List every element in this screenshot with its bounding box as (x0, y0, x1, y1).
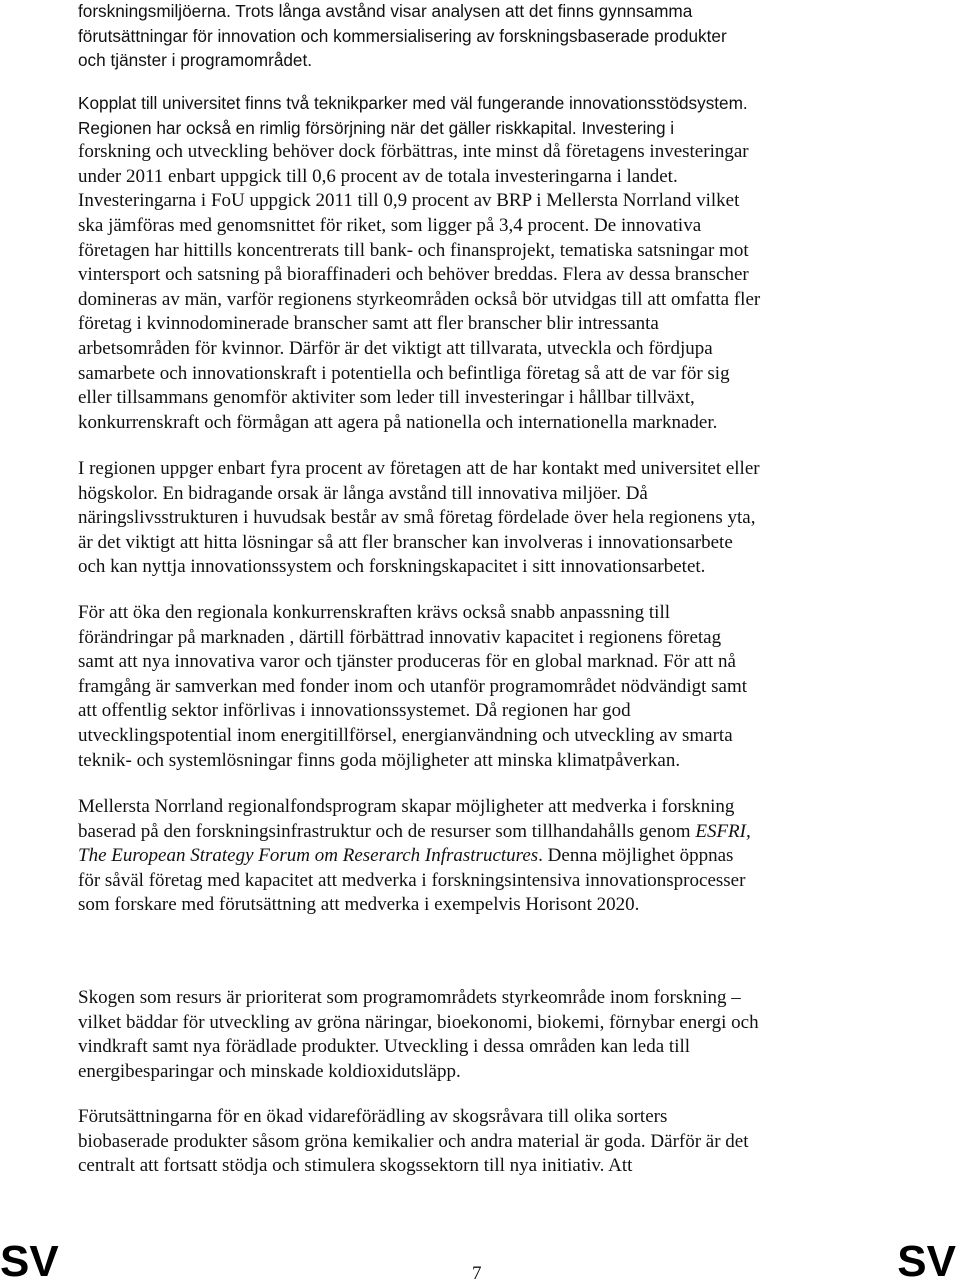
paragraph-7-line: biobaserade produkter såsom gröna kemikalier och andra material är goda. Därför är det (78, 1130, 749, 1152)
page-number: 7 (472, 1263, 482, 1284)
paragraph-4 (78, 601, 878, 773)
paragraph-7 (78, 1105, 878, 1179)
language-mark-right: SV (897, 1237, 956, 1286)
paragraph-3-line: näringslivsstrukturen i huvudsak består av små företag fördelade över hela regionens yta, (78, 507, 756, 529)
paragraph-5-italic-text: The European Strategy Forum om Reserarch Infrastructures (78, 845, 539, 867)
paragraph-1-line: forskningsmiljöerna. Trots långa avstånd visar analysen att det finns gynnsamma (78, 1, 693, 21)
language-mark-left: SV (0, 1237, 59, 1286)
paragraph-2-line: Regionen har också en rimlig försörjning när det gäller riskkapital. Investering i (78, 117, 675, 138)
paragraph-5-italic-text: ESFRI, (695, 820, 751, 842)
paragraph-2-line: under 2011 enbart uppgick till 0,6 procent av de totala investeringarna i landet. (78, 165, 678, 187)
paragraph-4-line: teknik- och systemlösningar finns goda möjligheter att minska klimatpåverkan. (78, 749, 681, 771)
paragraph-3-line: är det viktigt att hitta lösningar så att fler branscher kan involveras i innovationsarbete (78, 531, 733, 553)
paragraph-5 (78, 795, 878, 918)
paragraph-5-line: Mellersta Norrland regionalfondsprogram skapar möjligheter att medverka i forskning (78, 796, 735, 817)
paragraph-1 (78, 0, 878, 73)
paragraph-6-line: vindkraft samt nya förädlade produkter. Utveckling i dessa områden kan leda till (78, 1036, 691, 1058)
paragraph-5-line (78, 844, 878, 869)
paragraph-7-line: centralt att fortsatt stödja och stimulera skogssektorn till nya initiativ. Att (78, 1155, 633, 1177)
paragraph-5-line: för såväl företag med kapacitet att medverka i forskningsintensiva innovationsprocesser (78, 869, 746, 891)
paragraph-6-line: Skogen som resurs är prioriterat som programområdets styrkeområde inom forskning – (78, 987, 741, 1008)
paragraph-3-line: högskolor. En bidragande orsak är långa avstånd till innovativa miljöer. Då (78, 482, 648, 504)
paragraph-2 (78, 91, 878, 435)
paragraph-1-line: och tjänster i programområdet. (78, 50, 313, 71)
paragraph-2-line: ska jämföras med genomsnittet för riket, som ligger på 3,4 procent. De innovativa (78, 214, 702, 236)
paragraph-2-line: eller tillsammans genomför aktiviter som leder till investeringar i hållbar tillväxt, (78, 387, 695, 409)
paragraph-2-line: företagen har hittills koncentrerats till bank- och finansprojekt, tematiska satsningar mot (78, 239, 749, 261)
paragraph-1-line: förutsättningar för innovation och kommersialisering av forskningsbaserade produkter (78, 25, 727, 46)
paragraph-2-line: domineras av män, varför regionens styrkeområden också bör utvidgas till att omfatta fler (78, 288, 761, 310)
paragraph-5-line (78, 820, 878, 845)
paragraph-2-line: vintersport och satsning på bioraffinaderi och behöver breddas. Flera av dessa branscher (78, 264, 749, 286)
paragraph-3 (78, 457, 878, 580)
paragraph-6-line: vilket bäddar för utveckling av gröna näringar, bioekonomi, biokemi, förnybar energi och (78, 1011, 759, 1033)
paragraph-2-line: Kopplat till universitet finns två teknikparker med väl fungerande innovationsstödsystem. (78, 93, 748, 113)
paragraph-4-line: förändringar på marknaden , därtill förbättrad innovativ kapacitet i regionens företag (78, 626, 722, 648)
paragraph-6 (78, 986, 878, 1084)
paragraph-4-line: samt att nya innovativa varor och tjänster produceras för en global marknad. För att nå (78, 651, 736, 673)
paragraph-4-line: framgång är samverkan med fonder inom och utanför programområdet nödvändigt samt (78, 675, 748, 697)
paragraph-5-line: som forskare med förutsättning att medverka i exempelvis Horisont 2020. (78, 894, 640, 916)
paragraph-3-line: och kan nyttja innovationssystem och forskningskapacitet i sitt innovationsarbetet. (78, 556, 706, 578)
paragraph-2-line: samarbete och innovationskraft i potentiella och befintliga företag så att de var för sig (78, 362, 730, 384)
paragraph-6-line: energibesparingar och minskade koldioxidutsläpp. (78, 1060, 461, 1082)
paragraph-5-text: . Denna möjlighet öppnas (538, 845, 734, 867)
paragraph-2-line: företag i kvinnodominerade branscher samt att fler branscher blir intressanta (78, 313, 659, 335)
paragraph-2-line: arbetsområden för kvinnor. Därför är det viktigt att tillvarata, utveckla och fördjupa (78, 337, 713, 359)
paragraph-4-line: utvecklingspotential inom energitillförsel, energianvändning och utveckling av smarta (78, 724, 733, 746)
paragraph-4-line: För att öka den regionala konkurrenskraften krävs också snabb anpassning till (78, 602, 671, 623)
paragraph-2-line: konkurrenskraft och förmågan att agera på nationella och internationella marknader. (78, 411, 718, 433)
paragraph-2-line: Investeringarna i FoU uppgick 2011 till 0,9 procent av BRP i Mellersta Norrland vilket (78, 190, 740, 212)
paragraph-5-text: baserad på den forskningsinfrastruktur och de resurser som tillhandahålls genom (78, 820, 696, 842)
paragraph-4-line: att offentlig sektor införlivas i innovationssystemet. Då regionen har god (78, 700, 631, 722)
paragraph-7-line: Förutsättningarna för en ökad vidareförädling av skogsråvara till olika sorters (78, 1106, 668, 1127)
paragraph-3-line: I regionen uppger enbart fyra procent av företagen att de har kontakt med universitet eller (78, 458, 760, 479)
paragraph-2-line: forskning och utveckling behöver dock förbättras, inte minst då företagens investeringar (78, 141, 749, 163)
